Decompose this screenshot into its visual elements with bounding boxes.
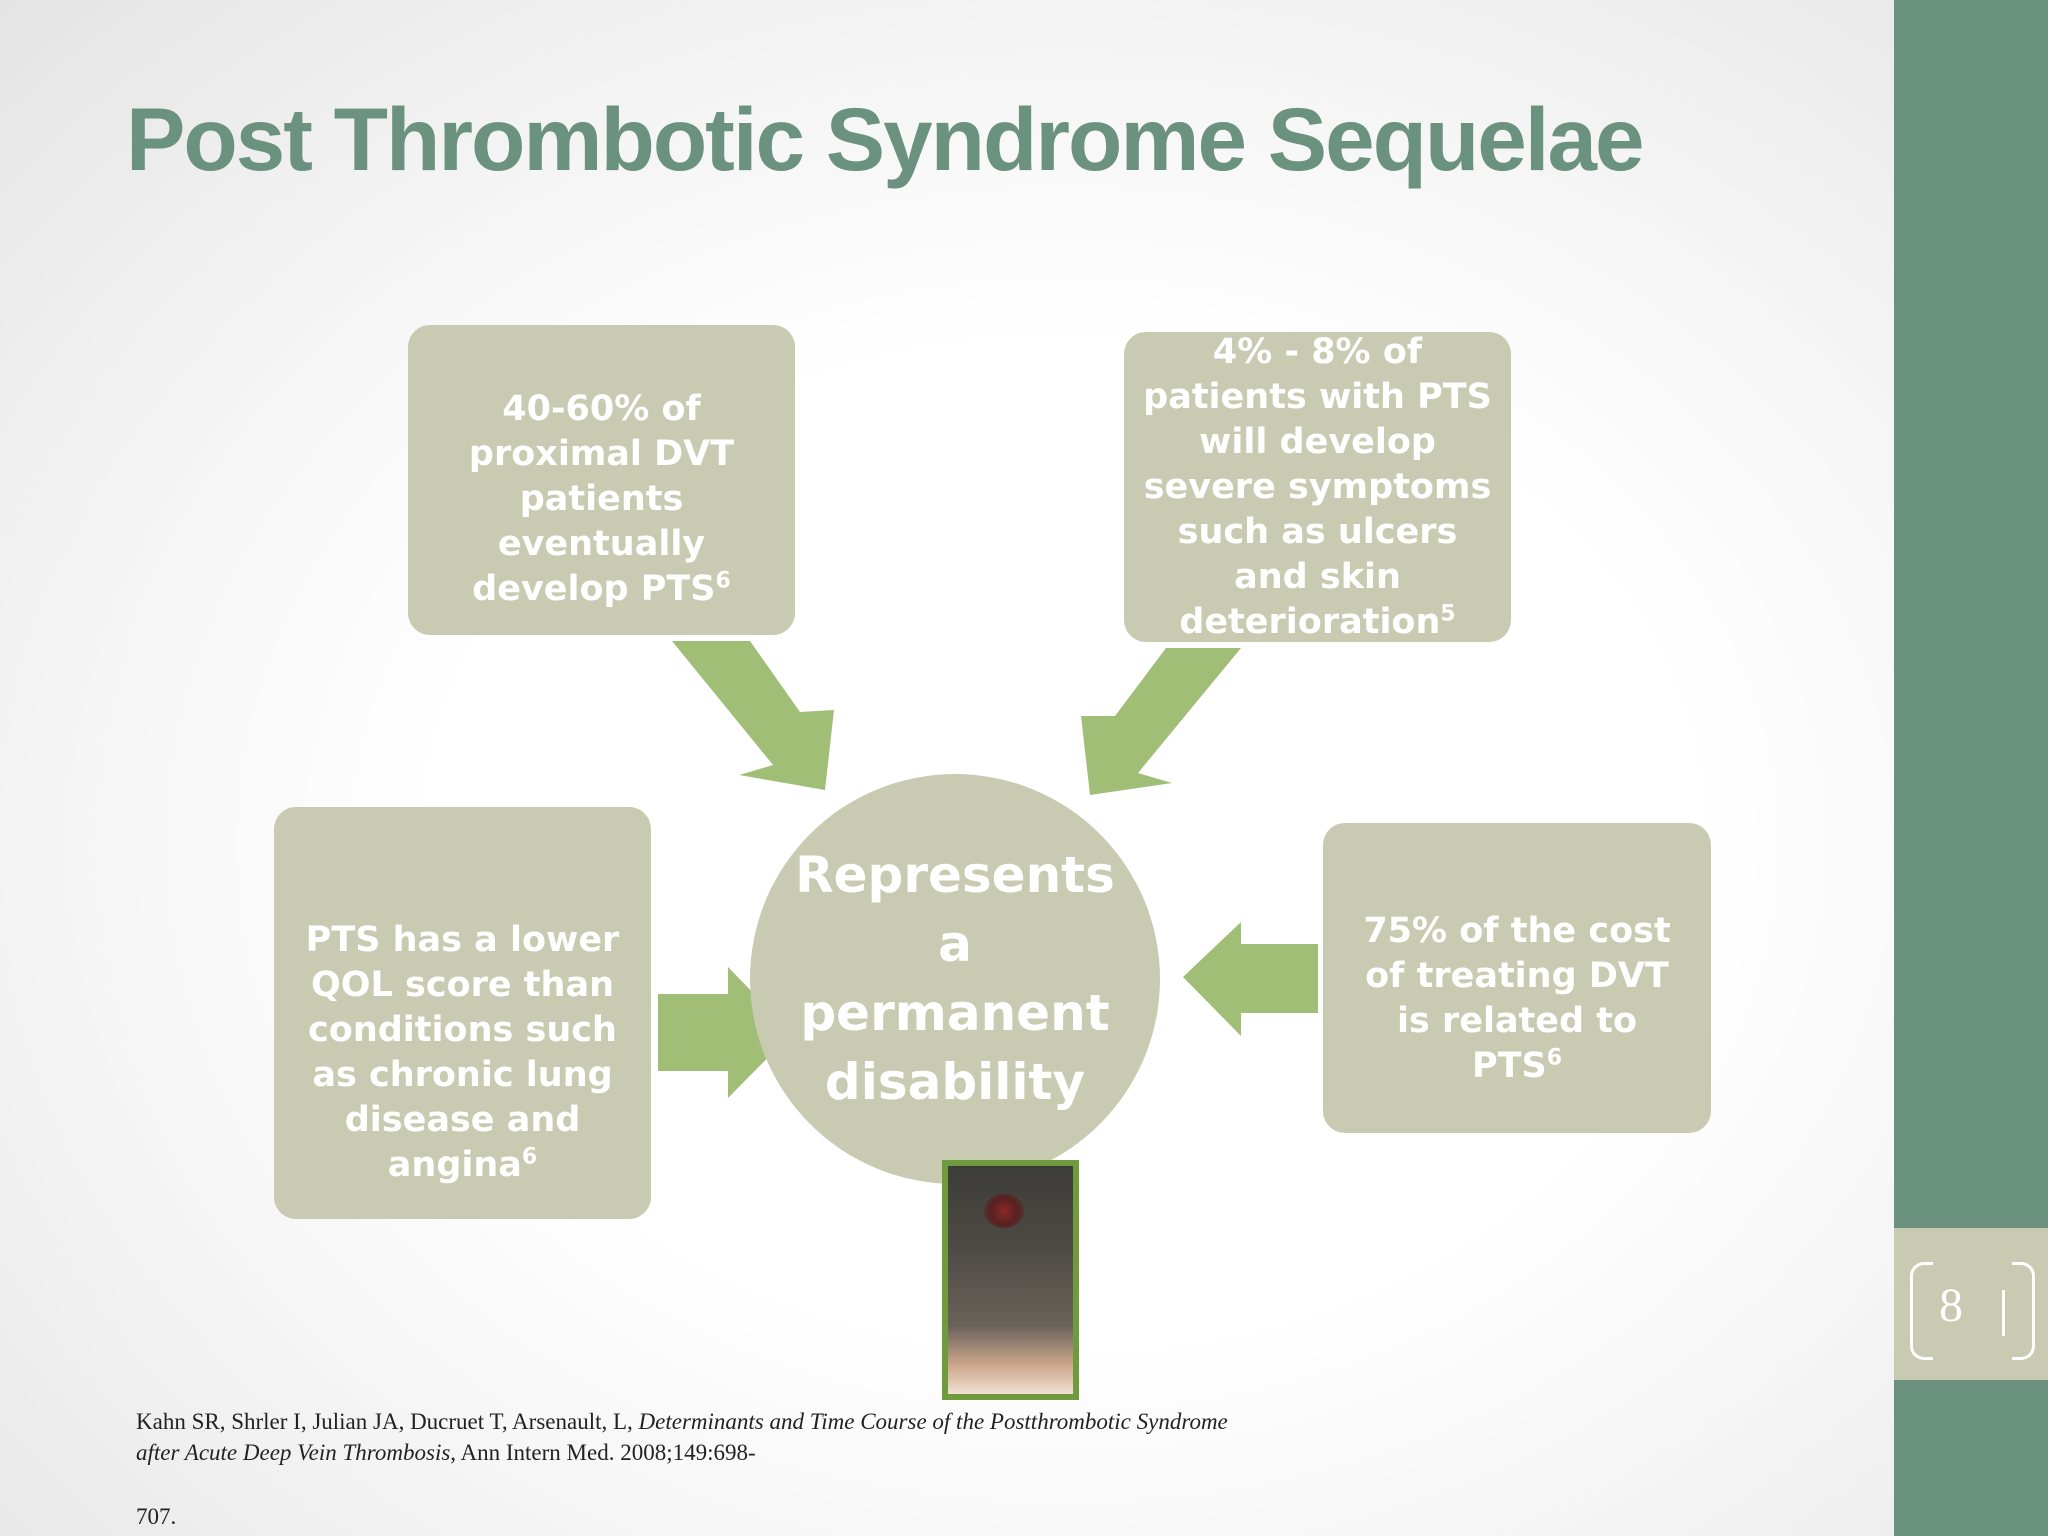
citation-pages: 707. — [136, 1504, 177, 1529]
ref-superscript: 5 — [1440, 600, 1456, 626]
stat-box-proximal-dvt-text: 40-60% of proximal DVT patients eventually develop PTS$^6$ — [468, 389, 735, 609]
stat-box-proximal-dvt — [408, 325, 795, 635]
slide-title: Post Thrombotic Syndrome Sequelae — [126, 89, 1643, 189]
arrow-right — [1183, 922, 1318, 1036]
citation-authors: Kahn SR, Shrler I, Julian JA, Ducruet T, Arsenault, L, — [136, 1409, 639, 1434]
arrow-top-right — [1081, 648, 1241, 795]
stat-box-qol-score — [274, 807, 651, 1219]
ulcer-wound — [984, 1194, 1024, 1228]
ref-superscript: 6 — [1546, 1045, 1563, 1071]
stat-box-treatment-cost-text: 75% of the cost of treating DVT is related to PTS$^6$ — [1363, 911, 1671, 1086]
citation-title: Determinants and Time Course of the Postthrombotic Syndrome after Acute Deep Vein Thrombosis — [136, 1409, 1228, 1465]
arrow-top-left — [672, 641, 834, 790]
citation — [136, 1406, 1276, 1468]
stat-box-treatment-cost — [1323, 823, 1711, 1133]
center-circle-text: Represents a permanent disability — [795, 846, 1115, 1111]
stat-box-severe-symptoms — [1124, 332, 1511, 642]
center-circle — [750, 774, 1160, 1184]
stat-box-qol-score-text: PTS has a lower QOL score than conditions such as chronic lung disease and angina$^6$ — [305, 920, 620, 1185]
leg-ulcer-photo — [942, 1160, 1079, 1400]
ref-superscript: 6 — [715, 568, 731, 594]
stat-box-severe-symptoms-text: 4% - 8% of patients with PTS will develop severe symptoms such as ulcers and skin deterioration$^5$ — [1143, 331, 1492, 642]
ref-superscript: 6 — [521, 1144, 538, 1170]
page-number: 8 — [1939, 1279, 1963, 1332]
citation-journal: , Ann Intern Med. 2008;149:698- — [450, 1440, 756, 1465]
